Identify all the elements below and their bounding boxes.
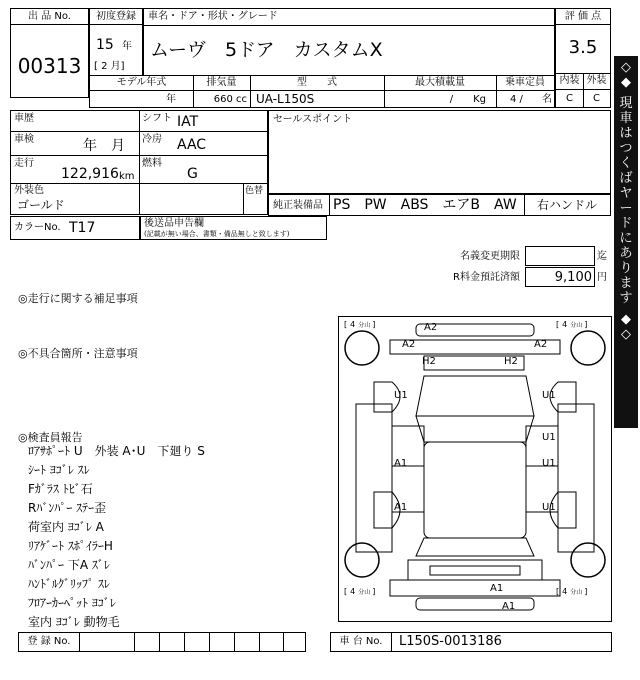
mileage-unit: km xyxy=(119,171,135,182)
lot-number: 00313 xyxy=(17,54,82,78)
post-docs-label: 後送品申告欄 xyxy=(144,218,204,229)
report-line: ﾘｱｹﾞｰﾄ ｽﾎﾟｲﾗｰH xyxy=(28,539,113,553)
ext-color-value: ゴールド xyxy=(17,198,65,212)
tire-front-left xyxy=(345,331,379,365)
report-line: Rﾊﾞﾝﾊﾟｰ ｽﾃｰ歪 xyxy=(28,501,107,515)
equipment-value: PS PW ABS エアB AW xyxy=(333,197,517,213)
inspector-report xyxy=(28,445,205,635)
damage-mark: U1 xyxy=(542,390,556,401)
tire-tread-tr: [ 4 分山 ] xyxy=(556,320,588,329)
defects-label: ◎不具合箇所・注意事項 xyxy=(18,347,138,360)
recycle-value: 9,100 xyxy=(554,270,592,285)
first-reg-label: 初度登録 xyxy=(90,9,142,25)
car-desc-label: 車名・ドア・形状・グレード xyxy=(148,11,278,22)
type-label: 型 式 xyxy=(297,77,337,88)
first-reg-year: 15 xyxy=(96,37,114,53)
shift-label: シフト xyxy=(142,113,172,124)
diagram-frame xyxy=(339,317,612,622)
ac-label: 冷房 xyxy=(142,134,162,145)
side-banner-text: 現 車 は つ く ば ヤ ー ド に あ り ま す xyxy=(619,96,633,306)
steering-value: 右ハンドル xyxy=(536,198,597,212)
chassis-no-box xyxy=(330,632,612,652)
recycle-box xyxy=(525,267,595,287)
rear-gate xyxy=(408,560,542,580)
model-year-unit: 年 xyxy=(166,94,176,105)
name-change-label: 名義変更期限 xyxy=(460,251,520,262)
rear-bumper xyxy=(390,580,560,596)
equipment-row xyxy=(268,194,611,216)
side-banner: ◇ ◆ 現 車 は つ く ば ヤ ー ド に あ り ま す ◆ ◇ xyxy=(614,56,638,428)
lot-box xyxy=(10,8,89,98)
damage-mark: U1 xyxy=(542,458,556,469)
rear-glass xyxy=(416,538,534,556)
tire-tread-bl: [ 4 分山 ] xyxy=(344,587,376,596)
displacement-value: 660 cc xyxy=(213,94,247,105)
car-desc-box xyxy=(143,8,555,76)
report-line: ｼｰﾄ ﾖｺﾞﾚ ｽﾚ xyxy=(28,463,90,477)
shift-value: IAT xyxy=(177,114,199,130)
color-no-value: T17 xyxy=(69,220,96,236)
left-side xyxy=(356,404,392,552)
report-line: 荷室内 ﾖｺﾞﾚ A xyxy=(28,520,104,534)
score-box xyxy=(555,8,611,108)
tire-rear-left xyxy=(345,543,379,577)
interior-label: 内装 xyxy=(559,75,580,86)
damage-mark: H2 xyxy=(504,356,518,367)
damage-mark: A2 xyxy=(424,322,438,333)
right-side xyxy=(558,404,594,552)
interior-grade: C xyxy=(566,93,573,104)
color-no-box xyxy=(10,216,140,240)
car-name: ムーヴ 5ドア カスタムX xyxy=(150,39,383,61)
damage-mark: A1 xyxy=(394,458,408,469)
rear-plate xyxy=(430,566,520,575)
sales-point-box xyxy=(268,110,611,194)
history-label: 車歴 xyxy=(14,113,34,124)
mileage-value: 122,916 xyxy=(61,166,119,182)
first-reg-month: [ 2 月] xyxy=(94,61,125,72)
recycle-unit: 円 xyxy=(597,272,607,283)
chassis-no-value: L150S-0013186 xyxy=(399,634,502,649)
fuel-label: 燃料 xyxy=(142,158,162,169)
displacement-label: 排気量 xyxy=(206,77,237,88)
capacity-value: 4 / xyxy=(510,94,523,105)
damage-mark: A1 xyxy=(502,601,516,612)
sales-point-label: セールスポイント xyxy=(273,114,353,125)
windshield xyxy=(416,376,534,416)
model-year-label: モデル年式 xyxy=(116,77,167,88)
ac-value: AAC xyxy=(177,137,207,153)
damage-mark: U1 xyxy=(394,390,408,401)
reg-no-label: 登 録 No. xyxy=(27,636,71,647)
specs-grid xyxy=(10,110,268,215)
exterior-grade: C xyxy=(593,93,600,104)
type-value: UA-L150S xyxy=(256,92,315,106)
max-load-label: 最大積載量 xyxy=(415,77,465,88)
reg-no-box xyxy=(18,632,306,652)
ext-color-label: 外装色 xyxy=(14,185,44,196)
max-load-value: / Kg xyxy=(449,94,486,105)
driving-notes-label: ◎走行に関する補足事項 xyxy=(18,292,138,305)
report-line: ﾌﾛｱｰｶｰﾍﾟｯﾄ ﾖｺﾞﾚ xyxy=(28,596,116,610)
capacity-label: 乗車定員 xyxy=(505,77,545,88)
damage-mark: H2 xyxy=(422,356,436,367)
damage-mark: A2 xyxy=(534,339,548,350)
capacity-unit: 名 xyxy=(542,94,552,105)
inspection-label: 車検 xyxy=(14,134,34,145)
year-unit: 年 xyxy=(122,41,132,52)
rear-bumper-bottom xyxy=(416,598,534,610)
car-damage-diagram xyxy=(338,316,612,622)
inspection-value: 年 月 xyxy=(83,138,125,154)
tire-front-right xyxy=(571,331,605,365)
damage-mark: A1 xyxy=(490,583,504,594)
damage-mark: U1 xyxy=(542,432,556,443)
name-change-box xyxy=(525,246,595,266)
color-no-label: カラーNo. xyxy=(14,222,61,233)
report-line: ﾊﾞﾝﾊﾟｰ 下A ｽﾞﾚ xyxy=(28,558,110,572)
fuel-value: G xyxy=(187,166,198,182)
name-change-unit: 迄 xyxy=(597,251,607,262)
score-value: 3.5 xyxy=(568,37,598,58)
post-docs-box xyxy=(140,216,327,240)
damage-mark: A1 xyxy=(394,502,408,513)
tire-tread-tl: [ 4 分山 ] xyxy=(344,320,376,329)
chassis-no-label: 車 台 No. xyxy=(339,636,383,647)
damage-mark: U1 xyxy=(542,502,556,513)
exterior-label: 外装 xyxy=(586,75,607,86)
mileage-label: 走行 xyxy=(14,158,34,169)
lot-label: 出 品 No. xyxy=(11,9,88,25)
report-line: Fｶﾞﾗｽ ﾄﾋﾞ石 xyxy=(28,482,93,496)
report-line: ﾛｱｻﾎﾟｰﾄ U 外装 A･U 下廻り S xyxy=(28,444,205,458)
recolor-label: 色替 xyxy=(245,186,264,196)
post-docs-note: (記載が無い場合、書類・備品無しと致します) xyxy=(144,230,290,238)
first-reg-box xyxy=(89,8,143,76)
equipment-label: 純正装備品 xyxy=(273,200,323,211)
tire-rear-right xyxy=(571,543,605,577)
report-line: 室内 ﾖｺﾞﾚ 動物毛 xyxy=(28,615,120,629)
tire-tread-br: [ 4 分山 ] xyxy=(556,587,588,596)
model-row xyxy=(89,75,555,108)
inspector-report-label: ◎検査員報告 xyxy=(18,431,83,444)
roof xyxy=(424,442,526,538)
damage-mark: A2 xyxy=(402,339,416,350)
score-label: 評 価 点 xyxy=(556,9,610,25)
front-roof xyxy=(416,416,534,442)
recycle-label: R料金預託済額 xyxy=(453,272,520,283)
report-line: ﾊﾝﾄﾞﾙｸﾞﾘｯﾌﾟ ｽﾚ xyxy=(28,577,110,591)
